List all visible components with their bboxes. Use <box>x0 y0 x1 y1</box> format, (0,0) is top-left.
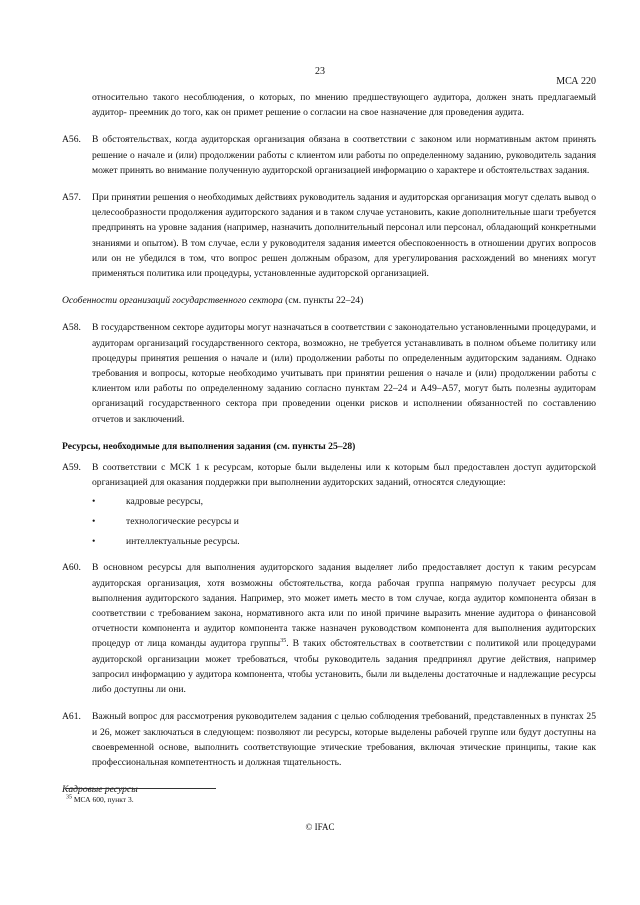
paragraph-label: A58. <box>62 322 81 334</box>
list-item-text: кадровые ресурсы, <box>126 496 204 508</box>
bullet-icon: • <box>92 536 96 548</box>
footnote-number: 35 <box>66 794 72 801</box>
section-heading-italic: Особенности организаций государственного сектора <box>62 295 283 307</box>
copyright-footer: © IFAC <box>305 822 335 832</box>
paragraph-a57 <box>62 190 596 281</box>
page-body <box>62 90 596 797</box>
footnote-reference[interactable]: 35 <box>280 638 287 645</box>
paragraph-a60 <box>62 560 596 697</box>
paragraph-label: A57. <box>62 192 81 204</box>
list-item <box>92 534 596 554</box>
paragraph-text <box>92 560 596 697</box>
section-heading-public-sector <box>62 293 596 308</box>
footnote <box>66 795 134 804</box>
resource-list <box>62 494 596 554</box>
paragraph-text: Важный вопрос для рассмотрения руководителем задания с целью соблюдения требований, представленных в пунктах 25 и 26, может заключаться в следующем: позволяют ли ресурсы, которые выделены рабочей группе или будут доступны на своевременной основе, выполнить соответствующие этические требования, включая этические принципы, такие как профессиональная компетентность и должная тщательность. <box>92 711 596 768</box>
paragraph-text: В государственном секторе аудиторы могут назначаться в соответствии с законодательно установленными процедурами, и аудиторам организаций государственного сектора, возможно, не требуется устанавливать в полном объеме политику или процедуры принятия решения о начале и (или) продолжении работы по определенным аудиторским заданиям. Однако требования и вопросы, которые необходимо учитывать при принятии решения о начале и (или) продолжении работы с клиентом или работы по определенному заданию согласно пунктам 22–24 и А49–А57, могут быть полезны аудиторам организаций государственного сектора при проведении оценки рисков и исполнении обязанностей по составлению отчетов и заключений. <box>92 322 596 425</box>
list-item-text: интеллектуальные ресурсы. <box>126 536 240 548</box>
paragraph-a61 <box>62 709 596 770</box>
paragraph-label: A56. <box>62 134 81 146</box>
paragraph-a58 <box>62 320 596 426</box>
footnote-text: МСА 600, пункт 3. <box>72 795 134 804</box>
paragraph-text: В соответствии с МСК 1 к ресурсам, которые были выделены или к которым был предоставлен доступ аудиторской организацией для оказания поддержки при выполнении аудиторских заданий, относятся следующие: <box>92 462 596 489</box>
paragraph-label: A60. <box>62 562 81 574</box>
paragraph-label: A59. <box>62 462 81 474</box>
paragraph-a56 <box>62 132 596 178</box>
section-heading-resources: Ресурсы, необходимые для выполнения задания (см. пункты 25–28) <box>62 440 356 452</box>
page-number: 23 <box>315 66 325 77</box>
document-code: МСА 220 <box>556 76 596 87</box>
paragraph-text-part: В основном ресурсы для выполнения аудиторского задания выделяет либо предоставляет доступ к таким ресурсам аудиторская организация, хотя возможны обстоятельства, когда рабочая группа напрямую получает ресурсы для выполнения аудиторского задания. Например, это может иметь место в том случае, когда аудитор компонента обязан в соответствии с требованием закона, нормативного акта или по иной причине выразить мнение аудитора о финансовой отчетности компонента и аудитор компонента также назначен руководством компонента для выполнения аудиторских процедур от лица команды аудитора группы <box>92 562 596 650</box>
footnote-divider <box>66 788 216 789</box>
paragraph-text-part: . В таких обстоятельствах в соответствии с политикой или процедурами аудиторской организации может требоваться, чтобы руководитель задания предпринял другие действия, например запросил информацию у аудитора компонента, чтобы установить, были ли выделены достаточные и надлежащие ресурсы либо доступны ли они. <box>92 638 596 696</box>
paragraph-text: В обстоятельствах, когда аудиторская организация обязана в соответствии с законом или нормативным актом принять решение о начале и (или) продолжении работы с клиентом или работы по определенному заданию, руководитель задания может принять во внимание полученную аудиторской организацией информацию о характере и обстоятельствах задания. <box>92 134 596 176</box>
bullet-icon: • <box>92 496 96 508</box>
list-item <box>92 494 596 514</box>
paragraph-a59 <box>62 460 596 490</box>
intro-paragraph: относительно такого несоблюдения, о которых, по мнению предшествующего аудитора, должен знать предлагаемый аудитор- преемник до того, как он примет решение о согласии на свое назначение для проведения аудита. <box>92 92 596 119</box>
list-item <box>92 514 596 534</box>
section-heading-reference: (см. пункты 22–24) <box>282 295 364 307</box>
section-heading-human-resources: Кадровые ресурсы <box>62 784 138 796</box>
list-item-text: технологические ресурсы и <box>126 516 239 528</box>
paragraph-text: При принятии решения о необходимых действиях руководитель задания и аудиторская организация могут сделать вывод о целесообразности продолжения аудиторского задания и в таком случае установить, какие дополнительные шаги требуется предпринять на уровне задания (например, назначить дополнительный персонал или персонал, обладающий конкретными знаниями и опытом). В том случае, если у руководителя задания имеется обеспокоенность в отношении других вопросов или он не убедился в том, что вопрос решен должным образом, для урегулирования расхождений во мнениях могут применяться политика или процедуры, установленные аудиторской организацией. <box>92 192 596 280</box>
bullet-icon: • <box>92 516 96 528</box>
paragraph-label: A61. <box>62 711 81 723</box>
